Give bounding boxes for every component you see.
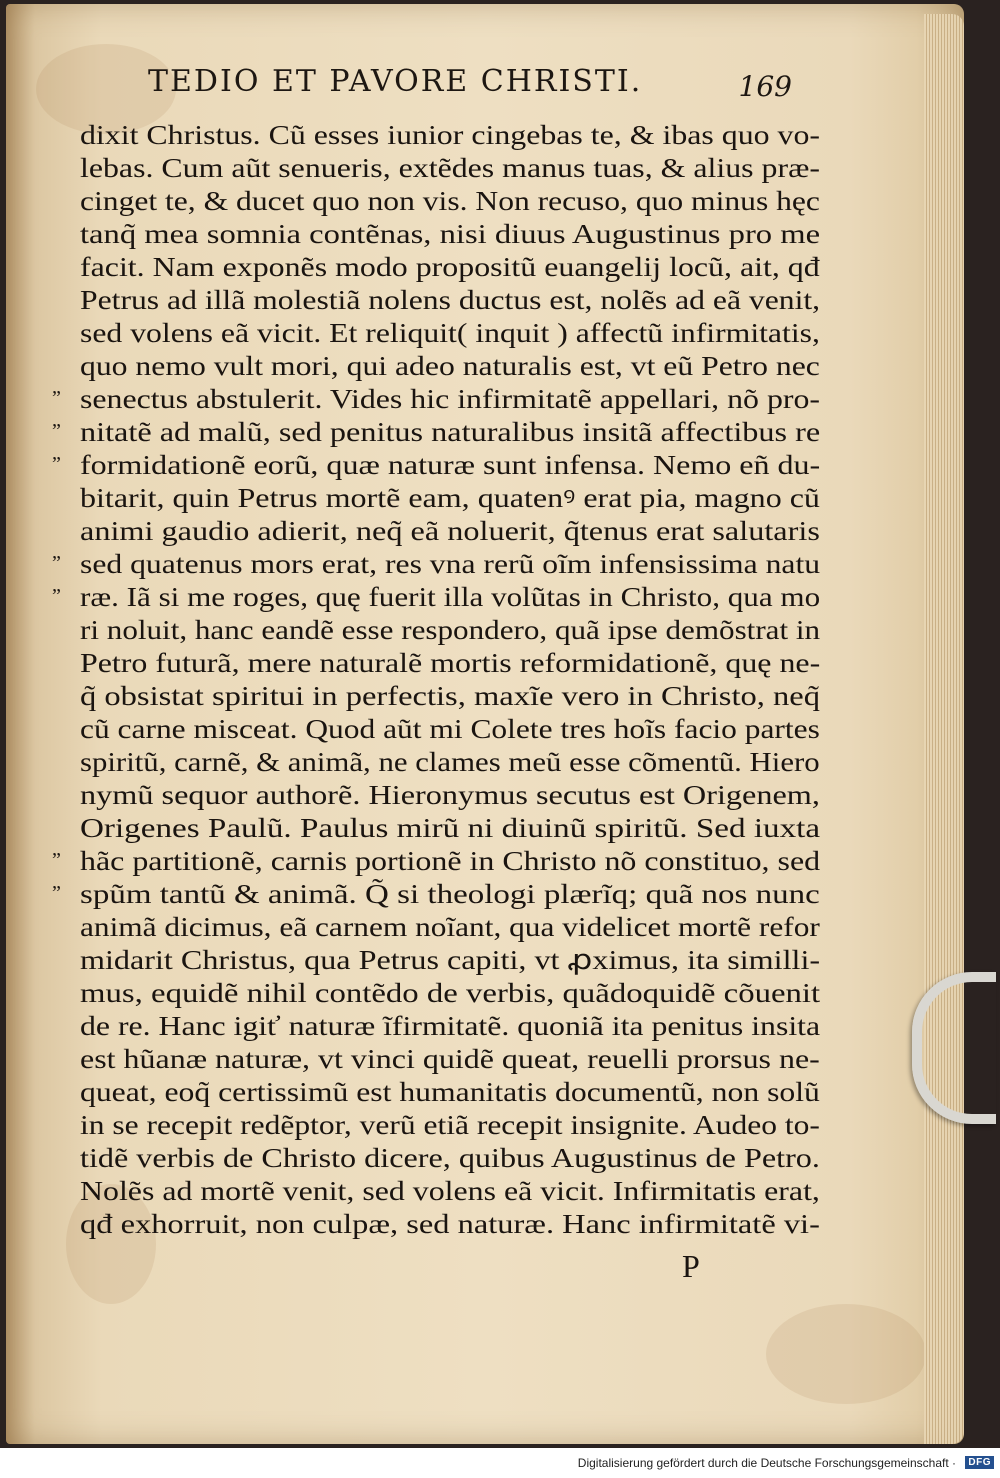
line-text: nymũ sequor authorẽ. Hieronymus secutus est Origenem,	[80, 779, 820, 810]
line-text: facit. Nam exponẽs modo propositũ euangelij locũ, ait, qđ	[80, 251, 820, 282]
line-text: Petrus ad illã molestiã nolens ductus est, nolẽs ad eã venit,	[80, 284, 821, 315]
signature-mark: P	[682, 1248, 700, 1284]
running-head	[148, 64, 808, 110]
quotation-marker: ”	[52, 453, 60, 475]
text-line	[80, 151, 820, 184]
quotation-marker: ”	[52, 849, 60, 871]
line-text: de re. Hanc igiť naturæ ĩfirmitatẽ. quoniã ita penitus insita	[80, 1010, 821, 1041]
quotation-marker: ”	[52, 420, 60, 442]
line-text: nitatẽ ad malũ, sed penitus naturalibus insitã affectibus re	[80, 416, 821, 447]
text-line	[52, 844, 821, 877]
line-text: spũm tantũ & animã. Q̃ si theologi plærĩq; quã nos nunc	[80, 878, 820, 909]
text-line	[80, 646, 820, 679]
text-line	[80, 613, 820, 646]
text-line	[80, 514, 820, 547]
text-line	[80, 1174, 820, 1207]
metal-clasp	[912, 972, 996, 1124]
text-line	[80, 184, 820, 217]
text-line	[80, 679, 820, 712]
text-line	[80, 250, 820, 283]
line-text: qđ exhorruit, non culpæ, sed naturæ. Hanc infirmitatẽ vi‐	[80, 1208, 820, 1239]
text-line	[80, 778, 820, 811]
text-line	[80, 910, 820, 943]
paper-stain	[766, 1304, 926, 1404]
text-line	[80, 943, 820, 976]
quotation-marker: ”	[52, 387, 60, 409]
text-line	[80, 811, 820, 844]
text-line	[52, 547, 821, 580]
line-text: ri noluit, hanc eandẽ esse respondero, quã ipse demõstrat in	[80, 614, 821, 645]
text-line	[80, 976, 820, 1009]
line-text: animã dicimus, eã carnem noĩant, qua videlicet mortẽ refor	[80, 911, 820, 942]
line-text: cinget te, & ducet quo non vis. Non recuso, quo minus hęc	[80, 185, 820, 216]
text-line	[80, 712, 820, 745]
line-text: est hũanæ naturæ, vt vinci quidẽ queat, reuelli prorsus ne‐	[80, 1043, 820, 1074]
quotation-marker: ”	[52, 552, 60, 574]
line-text: senectus abstulerit. Vides hic infirmitatẽ appellari, nõ pro‐	[80, 383, 821, 414]
line-text: tidẽ verbis de Christo dicere, quibus Augustinus de Petro.	[80, 1142, 820, 1173]
text-line	[80, 745, 820, 778]
line-text: bitarit, quin Petrus mortẽ eam, quatenꝰ erat pia, magno cũ	[80, 482, 820, 513]
page-number: 169	[738, 70, 792, 103]
footer-bar	[0, 1448, 1000, 1478]
line-text: dixit Christus. Cũ esses iunior cingebas te, & ibas quo vo‐	[80, 119, 821, 150]
line-text: lebas. Cum aũt senueris, extẽdes manus tuas, & alius præ‐	[80, 152, 820, 183]
text-line	[80, 283, 820, 316]
line-text: queat, eoq̃ certissimũ est humanitatis documentũ, non solũ	[80, 1076, 820, 1107]
page-edges	[924, 14, 964, 1444]
funding-notice: Digitalisierung gefördert durch die Deutsche Forschungsgemeinschaft ·	[577, 1456, 956, 1470]
text-line	[80, 316, 820, 349]
text-line	[52, 448, 821, 481]
line-text: Petro futurã, mere naturalẽ mortis reformidationẽ, quę ne‐	[80, 647, 821, 678]
line-text: spiritũ, carnẽ, & animã, ne clames meũ esse cõmentũ. Hiero	[80, 746, 820, 777]
line-text: animi gaudio adierit, neq̃ eã noluerit, q̃tenus erat salutaris	[80, 515, 820, 546]
text-line	[80, 118, 820, 151]
line-text: q̃ obsistat spiritui in perfectis, maxĩe vero in Christo, neq̃	[80, 680, 821, 711]
line-text: cũ carne misceat. Quod aũt mi Colete tres hoĩs facio partes	[80, 713, 820, 744]
text-line	[80, 1207, 820, 1240]
text-line	[80, 1141, 820, 1174]
text-line	[80, 1042, 820, 1075]
text-line	[52, 877, 820, 910]
text-line	[52, 382, 821, 415]
dfg-logo: DFG	[965, 1456, 994, 1469]
text-line	[80, 1075, 820, 1108]
line-text: ræ. Iã si me roges, quę fuerit illa volũtas in Christo, qua mo	[80, 581, 821, 612]
text-line	[52, 580, 821, 613]
body-text	[52, 118, 821, 1240]
line-text: Origenes Paulũ. Paulus mirũ ni diuinũ spiritũ. Sed iuxta	[80, 812, 821, 843]
text-line	[80, 349, 820, 382]
line-text: sed quatenus mors erat, res vna rerũ oĩm infensissima natu	[80, 548, 821, 579]
running-title: TEDIO ET PAVORE CHRISTI.	[148, 64, 643, 99]
text-line	[80, 1108, 820, 1141]
text-line	[80, 1009, 820, 1042]
line-text: formidationẽ eorũ, quæ naturæ sunt infensa. Nemo eñ du‐	[80, 449, 821, 480]
text-line	[80, 217, 820, 250]
line-text: mus, equidẽ nihil contẽdo de verbis, quãdoquidẽ cõuenit	[80, 977, 821, 1008]
line-text: quo nemo vult mori, qui adeo naturalis est, vt eũ Petro nec	[80, 350, 820, 381]
line-text: Nolẽs ad mortẽ venit, sed volens eã vicit. Infirmitatis erat,	[80, 1175, 820, 1206]
line-text: hãc partitionẽ, carnis portionẽ in Christo nõ constituo, sed	[80, 845, 821, 876]
quotation-marker: ”	[52, 882, 60, 904]
line-text: tanq̃ mea somnia contẽnas, nisi diuus Augustinus pro me	[80, 218, 821, 249]
line-text: sed volens eã vicit. Et reliquit( inquit ) affectũ infirmitatis,	[80, 317, 820, 348]
text-line	[52, 415, 821, 448]
line-text: in se recepit redẽptor, verũ etiã recepit insignite. Audeo to‐	[80, 1109, 820, 1140]
quotation-marker: ”	[52, 585, 60, 607]
line-text: midarit Christus, qua Petrus capiti, vt ꝓximus, ita similli‐	[80, 944, 821, 975]
text-line	[80, 481, 820, 514]
